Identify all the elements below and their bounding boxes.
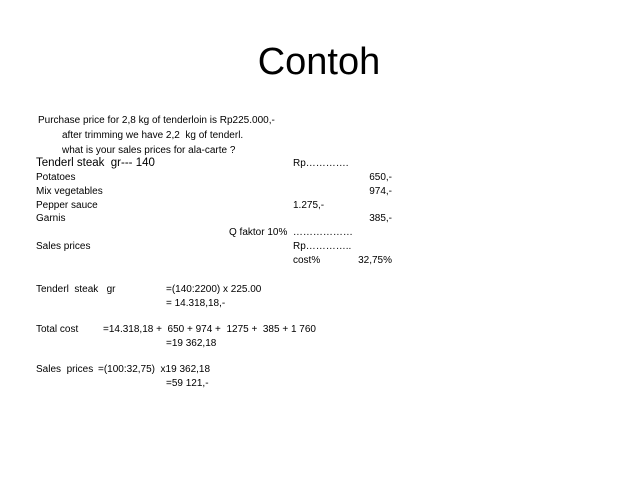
calc-total-cost-formula: =14.318,18 + 650 + 974 + 1275 + 385 + 1 760	[103, 324, 316, 335]
row-sales-prices-label: Sales prices	[36, 241, 91, 252]
row-tenderl-steak-label: Tenderl steak gr--- 140	[36, 157, 155, 169]
row-mix-vegetables-value: 974,-	[369, 186, 392, 197]
calc-total-cost-result: =19 362,18	[166, 338, 217, 349]
row-q-faktor: Q faktor 10% ………………	[229, 227, 353, 238]
row-cost-percent-label: cost%	[293, 255, 321, 266]
row-garnis-label: Garnis	[36, 213, 66, 224]
calc-sales-prices-result: =59 121,-	[166, 378, 209, 389]
intro-line-2: after trimming we have 2,2 kg of tenderl.	[62, 130, 244, 141]
row-sales-prices-rp: Rp…………..	[293, 241, 352, 252]
row-tenderl-steak-rp: Rp………….	[293, 158, 349, 169]
intro-line-3: what is your sales prices for ala-carte ?	[62, 145, 236, 156]
row-pepper-sauce-value: 1.275,-	[293, 200, 325, 211]
row-cost-percent-value: 32,75%	[358, 255, 392, 266]
calc-total-cost-label: Total cost	[36, 324, 79, 335]
calc-sales-prices-formula: =(100:32,75) x19 362,18	[98, 364, 211, 375]
row-potatoes-label: Potatoes	[36, 172, 76, 183]
calc-steak-label: Tenderl steak gr	[36, 284, 116, 295]
intro-line-1: Purchase price for 2,8 kg of tenderloin is Rp225.000,-	[38, 115, 275, 126]
row-garnis-value: 385,-	[369, 213, 392, 224]
row-potatoes-value: 650,-	[369, 172, 392, 183]
calc-steak-formula: =(140:2200) x 225.00	[166, 284, 262, 295]
row-mix-vegetables-label: Mix vegetables	[36, 186, 103, 197]
row-pepper-sauce-label: Pepper sauce	[36, 200, 98, 211]
calc-steak-result: = 14.318,18,-	[166, 298, 226, 309]
calc-sales-prices-label: Sales prices	[36, 364, 94, 375]
slide-title: Contoh	[257, 41, 381, 83]
